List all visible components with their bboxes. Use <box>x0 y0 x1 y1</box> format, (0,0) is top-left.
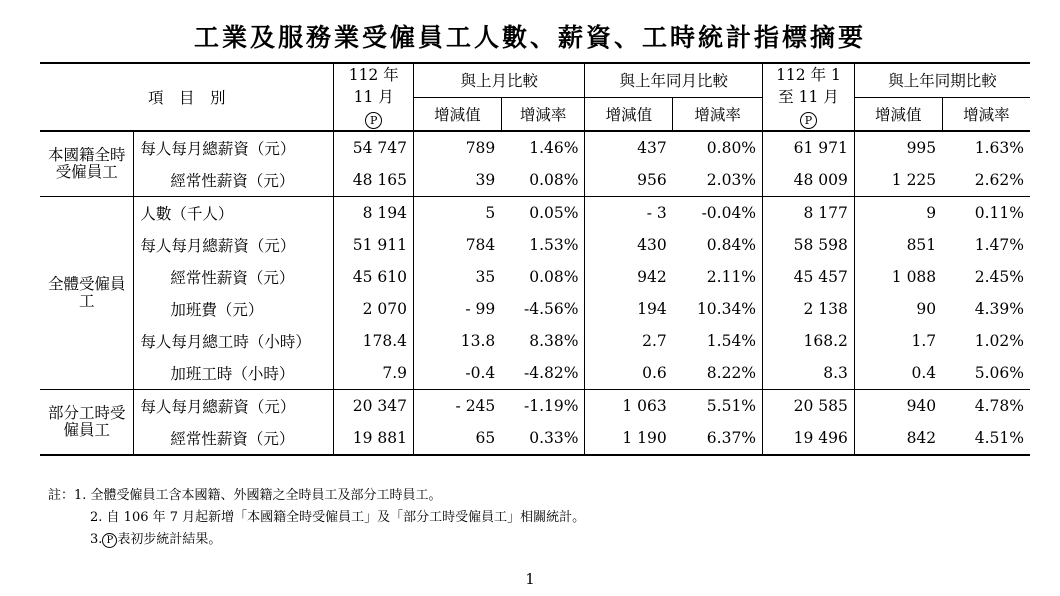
value-cell: 0.80% <box>673 131 763 164</box>
value-cell: 19 881 <box>334 422 414 455</box>
value-cell: 2.45% <box>974 268 1024 286</box>
value-cell: -0.04% <box>673 197 763 230</box>
table-row <box>40 325 1030 357</box>
value-cell: 54 747 <box>334 131 414 164</box>
value-cell: 5.06% <box>942 357 1030 390</box>
value-cell: 0.08% <box>501 261 585 293</box>
row-label: 人數（千人） <box>134 197 334 230</box>
table-row <box>40 422 1030 455</box>
value-cell: 8 194 <box>334 197 414 230</box>
value-cell: 1 088 <box>891 268 937 286</box>
value-cell: 168.2 <box>763 325 855 357</box>
preliminary-mark-icon: P <box>102 533 117 548</box>
footnote-3-text: 表初步統計結果。 <box>117 532 222 547</box>
group-label: 本國籍全時受僱員工 <box>40 131 134 197</box>
value-cell: 0.6 <box>585 357 673 390</box>
value-cell: 2.03% <box>673 164 763 197</box>
preliminary-mark-icon: P <box>365 112 382 129</box>
value-cell: 0.08% <box>501 164 585 197</box>
value-cell: 8.22% <box>673 357 763 390</box>
value-cell: 8.38% <box>501 325 585 357</box>
value-cell: 13.8 <box>460 332 496 350</box>
value-cell: 2.7 <box>642 332 667 350</box>
value-cell: 39 <box>414 164 502 197</box>
change-rate-header: 增減率 <box>501 97 585 131</box>
value-cell: 2.62% <box>942 164 1030 197</box>
value-cell: 1.46% <box>501 131 585 164</box>
value-cell: 58 598 <box>763 229 855 261</box>
value-cell: 5 <box>485 204 496 222</box>
row-label: 每人每月總薪資（元） <box>134 390 334 423</box>
value-cell: 942 <box>637 268 667 286</box>
change-value-header: 增減值 <box>585 97 673 131</box>
value-cell: 8.3 <box>763 357 855 390</box>
month-label: 112 年 11 月 <box>348 66 399 106</box>
table-row <box>40 293 1030 325</box>
value-cell: 1.02% <box>974 332 1024 350</box>
page-title: 工業及服務業受僱員工人數、薪資、工時統計指標摘要 <box>193 23 866 52</box>
row-label: 加班工時（小時） <box>134 357 334 390</box>
row-label: 每人每月總薪資（元） <box>134 229 334 261</box>
value-cell: 48 165 <box>334 164 414 197</box>
footnote-1: 註：1. 全體受僱員工含本國籍、外國籍之全時員工及部分工時員工。 <box>48 488 442 503</box>
change-rate-header: 增減率 <box>942 97 1030 131</box>
value-cell: 6.37% <box>673 422 763 455</box>
value-cell: 61 971 <box>763 131 855 164</box>
value-cell: 8 177 <box>763 197 855 230</box>
value-cell: 430 <box>637 236 667 254</box>
value-cell: 1 190 <box>585 422 673 455</box>
row-label: 經常性薪資（元） <box>134 261 334 293</box>
value-cell: 178.4 <box>334 325 414 357</box>
value-cell: 45 457 <box>763 261 855 293</box>
value-cell: 437 <box>637 139 667 157</box>
value-cell: - 245 <box>455 397 496 415</box>
vs-last-year-period-header: 與上年同期比較 <box>854 63 1030 97</box>
value-cell: 65 <box>414 422 502 455</box>
value-cell: 5.51% <box>673 390 763 423</box>
value-cell: 0.84% <box>673 229 763 261</box>
value-cell: 0.11% <box>974 204 1024 222</box>
value-cell: 784 <box>465 236 496 254</box>
value-cell: 789 <box>465 139 496 157</box>
value-cell: 851 <box>906 236 937 254</box>
value-cell: 4.51% <box>942 422 1030 455</box>
value-cell: 4.39% <box>974 300 1024 318</box>
value-cell: 1.63% <box>974 139 1024 157</box>
row-label: 每人每月總工時（小時） <box>134 325 334 357</box>
value-cell: 0.05% <box>501 197 585 230</box>
footnote-3 <box>48 529 585 551</box>
group-label: 部分工時受僱員工 <box>40 390 134 456</box>
value-cell: 940 <box>906 397 937 415</box>
value-cell: 35 <box>475 268 496 286</box>
footnote-2: 2. 自 106 年 7 月起新增「本國籍全時受僱員工」及「部分工時受僱員工」相關統計。 <box>90 510 586 525</box>
value-cell: 1 063 <box>622 397 667 415</box>
ytd-header <box>763 63 855 131</box>
value-cell: 995 <box>906 139 937 157</box>
value-cell: -4.56% <box>501 293 585 325</box>
table-row <box>40 390 1030 423</box>
table-row <box>40 261 1030 293</box>
value-cell: 1.54% <box>673 325 763 357</box>
item-column-header: 項 目 別 <box>40 63 334 131</box>
value-cell: 2.11% <box>673 261 763 293</box>
value-cell: 9 <box>926 204 937 222</box>
value-cell: 51 911 <box>334 229 414 261</box>
value-cell: 0.4 <box>854 357 942 390</box>
footnotes <box>48 485 585 551</box>
value-cell: 2 138 <box>763 293 855 325</box>
value-cell: 19 496 <box>763 422 855 455</box>
page-number: 1 <box>525 570 535 588</box>
row-label: 每人每月總薪資（元） <box>134 131 334 164</box>
value-cell: 194 <box>637 300 667 318</box>
ytd-label: 112 年 1 至 11 月 <box>776 66 841 106</box>
value-cell: 956 <box>585 164 673 197</box>
value-cell: 1.7 <box>911 332 937 350</box>
table-row <box>40 229 1030 261</box>
table-row <box>40 357 1030 390</box>
change-value-header: 增減值 <box>414 97 502 131</box>
group-label: 全體受僱員工 <box>40 197 134 390</box>
value-cell: 90 <box>916 300 937 318</box>
value-cell: 48 009 <box>763 164 855 197</box>
preliminary-mark-icon: P <box>800 112 817 129</box>
value-cell: 1.47% <box>974 236 1024 254</box>
vs-last-month-header: 與上月比較 <box>414 63 585 97</box>
value-cell: 10.34% <box>673 293 763 325</box>
row-label: 經常性薪資（元） <box>134 164 334 197</box>
change-value-header: 增減值 <box>854 97 942 131</box>
table-row <box>40 197 1030 230</box>
value-cell: 45 610 <box>334 261 414 293</box>
vs-last-year-month-header: 與上年同月比較 <box>585 63 763 97</box>
month-header <box>334 63 414 131</box>
value-cell: 842 <box>854 422 942 455</box>
value-cell: 20 585 <box>763 390 855 423</box>
change-rate-header: 增減率 <box>673 97 763 131</box>
footnote-3-prefix: 3. <box>90 532 103 547</box>
value-cell: 0.33% <box>501 422 585 455</box>
stats-table <box>40 62 1030 456</box>
value-cell: - 3 <box>646 204 667 222</box>
value-cell: 4.78% <box>974 397 1024 415</box>
row-label: 經常性薪資（元） <box>134 422 334 455</box>
value-cell: 1.53% <box>501 229 585 261</box>
row-label: 加班費（元） <box>134 293 334 325</box>
value-cell: -0.4 <box>414 357 502 390</box>
table-row <box>40 131 1030 164</box>
table-row <box>40 164 1030 197</box>
value-cell: -1.19% <box>501 390 585 423</box>
value-cell: 1 225 <box>854 164 942 197</box>
value-cell: 2 070 <box>334 293 414 325</box>
value-cell: - 99 <box>465 300 496 318</box>
value-cell: -4.82% <box>501 357 585 390</box>
value-cell: 7.9 <box>334 357 414 390</box>
value-cell: 20 347 <box>334 390 414 423</box>
